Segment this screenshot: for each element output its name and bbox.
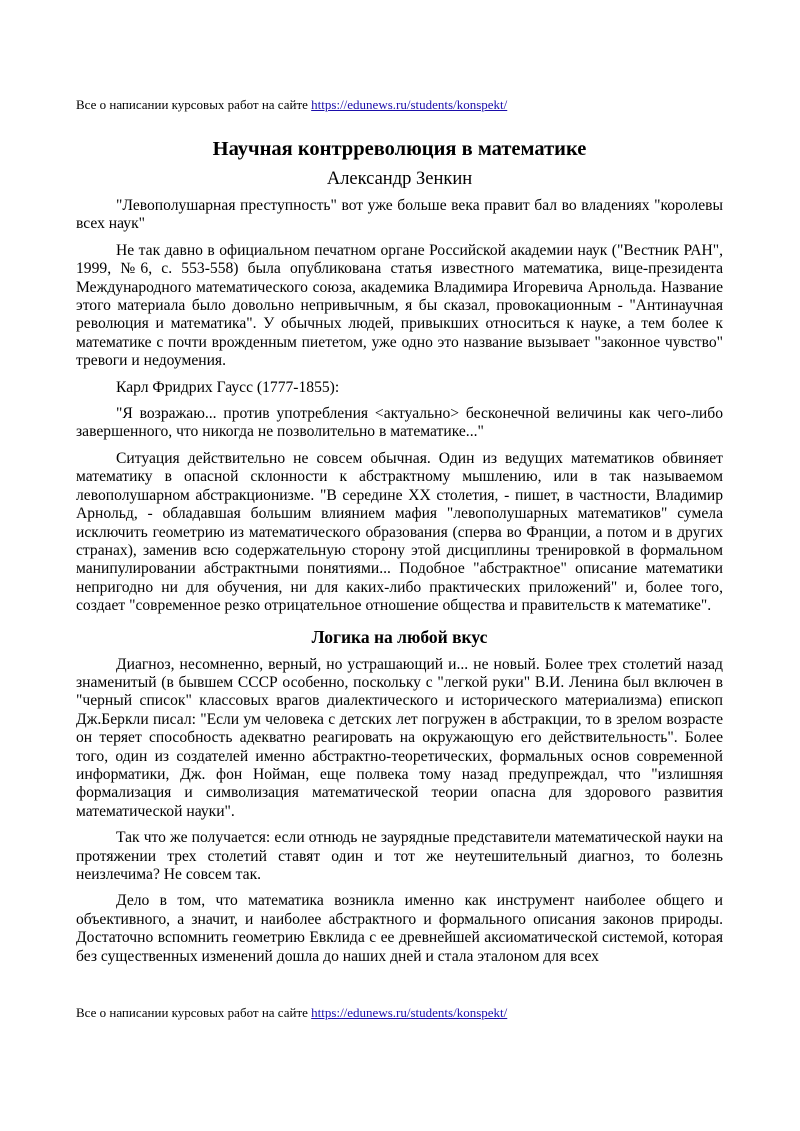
article-title: Научная контрреволюция в математике bbox=[212, 138, 587, 160]
paragraph: "Левополушарная преступность" вот уже больше века правит бал во владениях "королевы всех наук" bbox=[76, 197, 723, 233]
page-footer-note bbox=[76, 1005, 507, 1021]
paragraph: Ситуация действительно не совсем обычная. Один из ведущих математиков обвиняет математику в опасной склонности к абстрактному мышлению, или в так называемом левополушарном абстракционизме. "В середине XX столетия, - пишет, в частности, Владимир Арнольд, - обладавшая большим влиянием мафия "левополушарных математиков" сумела исключить геометрию из математического образования (сперва во Франции, а потом и в других странах), заменив всю содержательную сторону этой дисциплины тренировкой в формальном манипулировании абстрактными понятиями... Подобное "абстрактное" описание математики непригодно ни для обучения, ни для каких-либо практических приложений" и, более того, создает "современное резко отрицательное отношение общества и правительств к математике". bbox=[76, 449, 723, 615]
page-header-note bbox=[76, 97, 507, 113]
paragraph: Не так давно в официальном печатном органе Российской академии наук ("Вестник РАН", 1999, №6, с. 553-558) была опубликована статья известного математика, вице-президента Международного математического союза, академика Владимира Игоревича Арнольда. Название этого материала было довольно непривычным, я бы сказал, провокационным - "Антинаучная революция и математика". У обычных людей, привыкших относиться к науке, а тем более к математике с почти врожденным пиететом, уже одно это название вызывает "законное чувство" тревоги и недоумения. bbox=[76, 241, 723, 370]
paragraph: Диагноз, несомненно, верный, но устрашающий и... не новый. Более трех столетий назад знаменитый (в бывшем СССР особенно, поскольку с "легкой руки" В.И. Ленина был включен в "черный список" классовых врагов диалектического и исторического материализма) епископ Дж.Беркли писал: "Если ум человека с детских лет погружен в абстракции, то в зрелом возрасте он теряет способность адекватно реагировать на окружающую его действительность". Более того, один из создателей именно абстрактно-теоретических, формальных основ современной информатики, Дж. фон Нойман, еще полвека тому назад предупреждал, что "излишняя формализация и символизация математической теории опасна для здорового развития математической науки". bbox=[76, 655, 723, 820]
section-heading: Логика на любой вкус bbox=[311, 626, 488, 647]
paragraph: Дело в том, что математика возникла именно как инструмент наиболее общего и объективного, а значит, и наиболее абстрактного и формального описания законов природы. Достаточно вспомнить геометрию Евклида с ее древнейшей аксиоматической системой, которая без существенных изменений дошла до наших дней и стала эталоном для всех bbox=[76, 892, 723, 965]
footer-text: Все о написании курсовых работ на сайте bbox=[76, 1005, 312, 1020]
article-author: Александр Зенкин bbox=[326, 169, 473, 189]
header-link[interactable]: https://edunews.ru/students/konspekt/ bbox=[311, 97, 508, 112]
header-text: Все о написании курсовых работ на сайте bbox=[76, 97, 312, 112]
article bbox=[76, 137, 723, 974]
paragraph: Карл Фридрих Гаусс (1777-1855): bbox=[116, 378, 340, 396]
footer-link[interactable]: https://edunews.ru/students/konspekt/ bbox=[311, 1005, 508, 1020]
paragraph: "Я возражаю... против употребления <актуально> бесконечной величины как чего-либо завершенного, что никогда не позволительно в математике..." bbox=[76, 405, 723, 441]
paragraph: Так что же получается: если отнюдь не заурядные представители математической науки на протяжении трех столетий ставят один и тот же неутешительный диагноз, то болезнь неизлечима? Не совсем так. bbox=[76, 829, 723, 883]
